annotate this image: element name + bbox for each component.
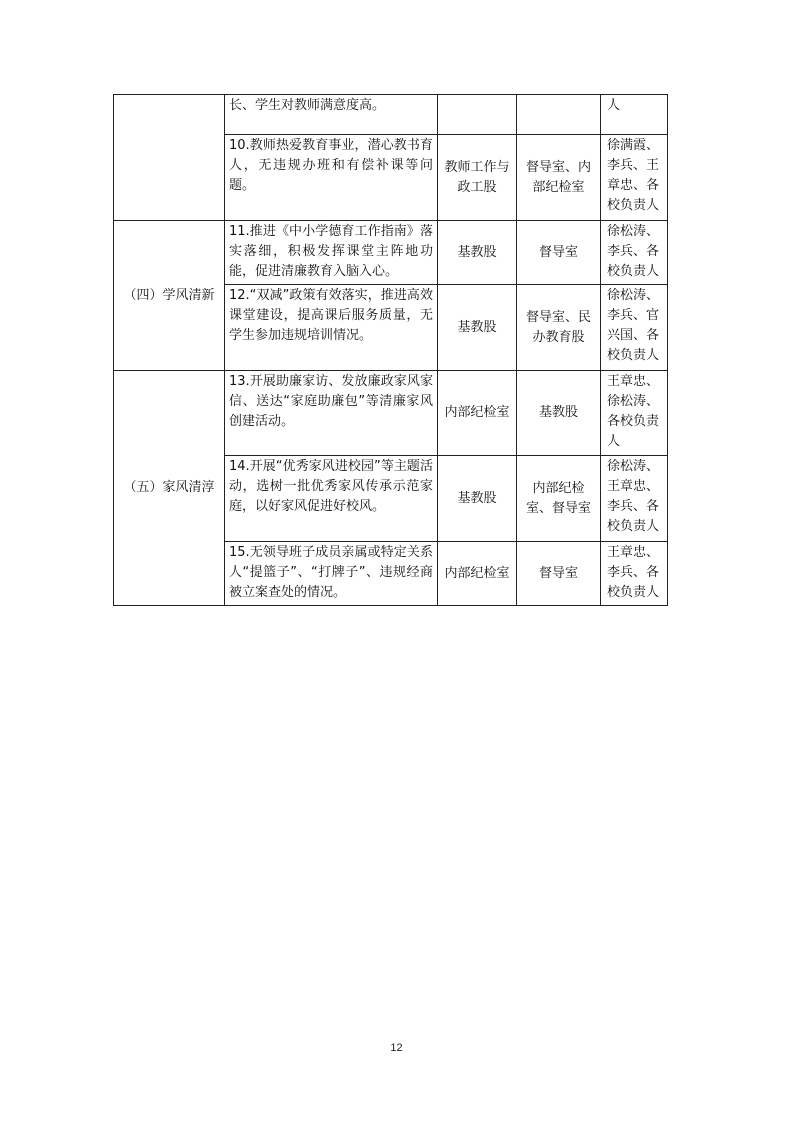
lead-department-cell (438, 95, 517, 135)
responsible-person-cell: 人 (601, 95, 668, 135)
category-cell-continued (114, 95, 225, 221)
item-cell: 12.“双减”政策有效落实，推进高效课堂建设，提高课后服务质量，无学生参加违规培训情况。 (225, 285, 438, 371)
table-row (114, 221, 668, 285)
lead-department-cell: 内部纪检室 (438, 371, 517, 456)
responsible-person-cell: 徐松涛、李兵、各校负责人 (601, 221, 668, 285)
table-row (114, 95, 668, 135)
responsible-person-cell: 徐松涛、李兵、官兴国、各校负责人 (601, 285, 668, 371)
responsible-person-cell: 徐松涛、王章忠、李兵、各校负责人 (601, 456, 668, 542)
item-cell: 13.开展助廉家访、发放廉政家风家信、送达“家庭助廉包”等清廉家风创建活动。 (225, 371, 438, 456)
responsible-person-cell: 王章忠、徐松涛、各校负责人 (601, 371, 668, 456)
table-row (114, 371, 668, 456)
item-cell: 11.推进《中小学德育工作指南》落实落细，积极发挥课堂主阵地功能，促进清廉教育入脑入心。 (225, 221, 438, 285)
page-number: 12 (390, 1042, 403, 1054)
item-cell: 15.无领导班子成员亲属或特定关系人“提篮子”、“打牌子”、违规经商被立案查处的情况。 (225, 542, 438, 606)
category-cell-xuefeng: （四）学风清新 (114, 221, 225, 371)
assist-department-cell: 督导室、民办教育股 (517, 285, 601, 371)
item-cell: 长、学生对教师满意度高。 (225, 95, 438, 135)
assist-department-cell: 内部纪检室、督导室 (517, 456, 601, 542)
item-cell: 14.开展“优秀家风进校园”等主题活动，选树一批优秀家风传承示范家庭，以好家风促进好校风。 (225, 456, 438, 542)
lead-department-cell: 基教股 (438, 285, 517, 371)
lead-department-cell: 教师工作与政工股 (438, 135, 517, 221)
category-cell-jiafeng: （五）家风清淳 (114, 371, 225, 606)
assist-department-cell: 督导室 (517, 221, 601, 285)
assist-department-cell: 督导室 (517, 542, 601, 606)
lead-department-cell: 基教股 (438, 221, 517, 285)
item-cell: 10.教师热爱教育事业，潜心教书育人，无违规办班和有偿补课等问题。 (225, 135, 438, 221)
assist-department-cell: 基教股 (517, 371, 601, 456)
responsibility-table (113, 94, 668, 606)
assist-department-cell (517, 95, 601, 135)
responsible-person-cell: 王章忠、李兵、各校负责人 (601, 542, 668, 606)
responsible-person-cell: 徐满霞、李兵、王章忠、各校负责人 (601, 135, 668, 221)
assist-department-cell: 督导室、内部纪检室 (517, 135, 601, 221)
lead-department-cell: 基教股 (438, 456, 517, 542)
lead-department-cell: 内部纪检室 (438, 542, 517, 606)
